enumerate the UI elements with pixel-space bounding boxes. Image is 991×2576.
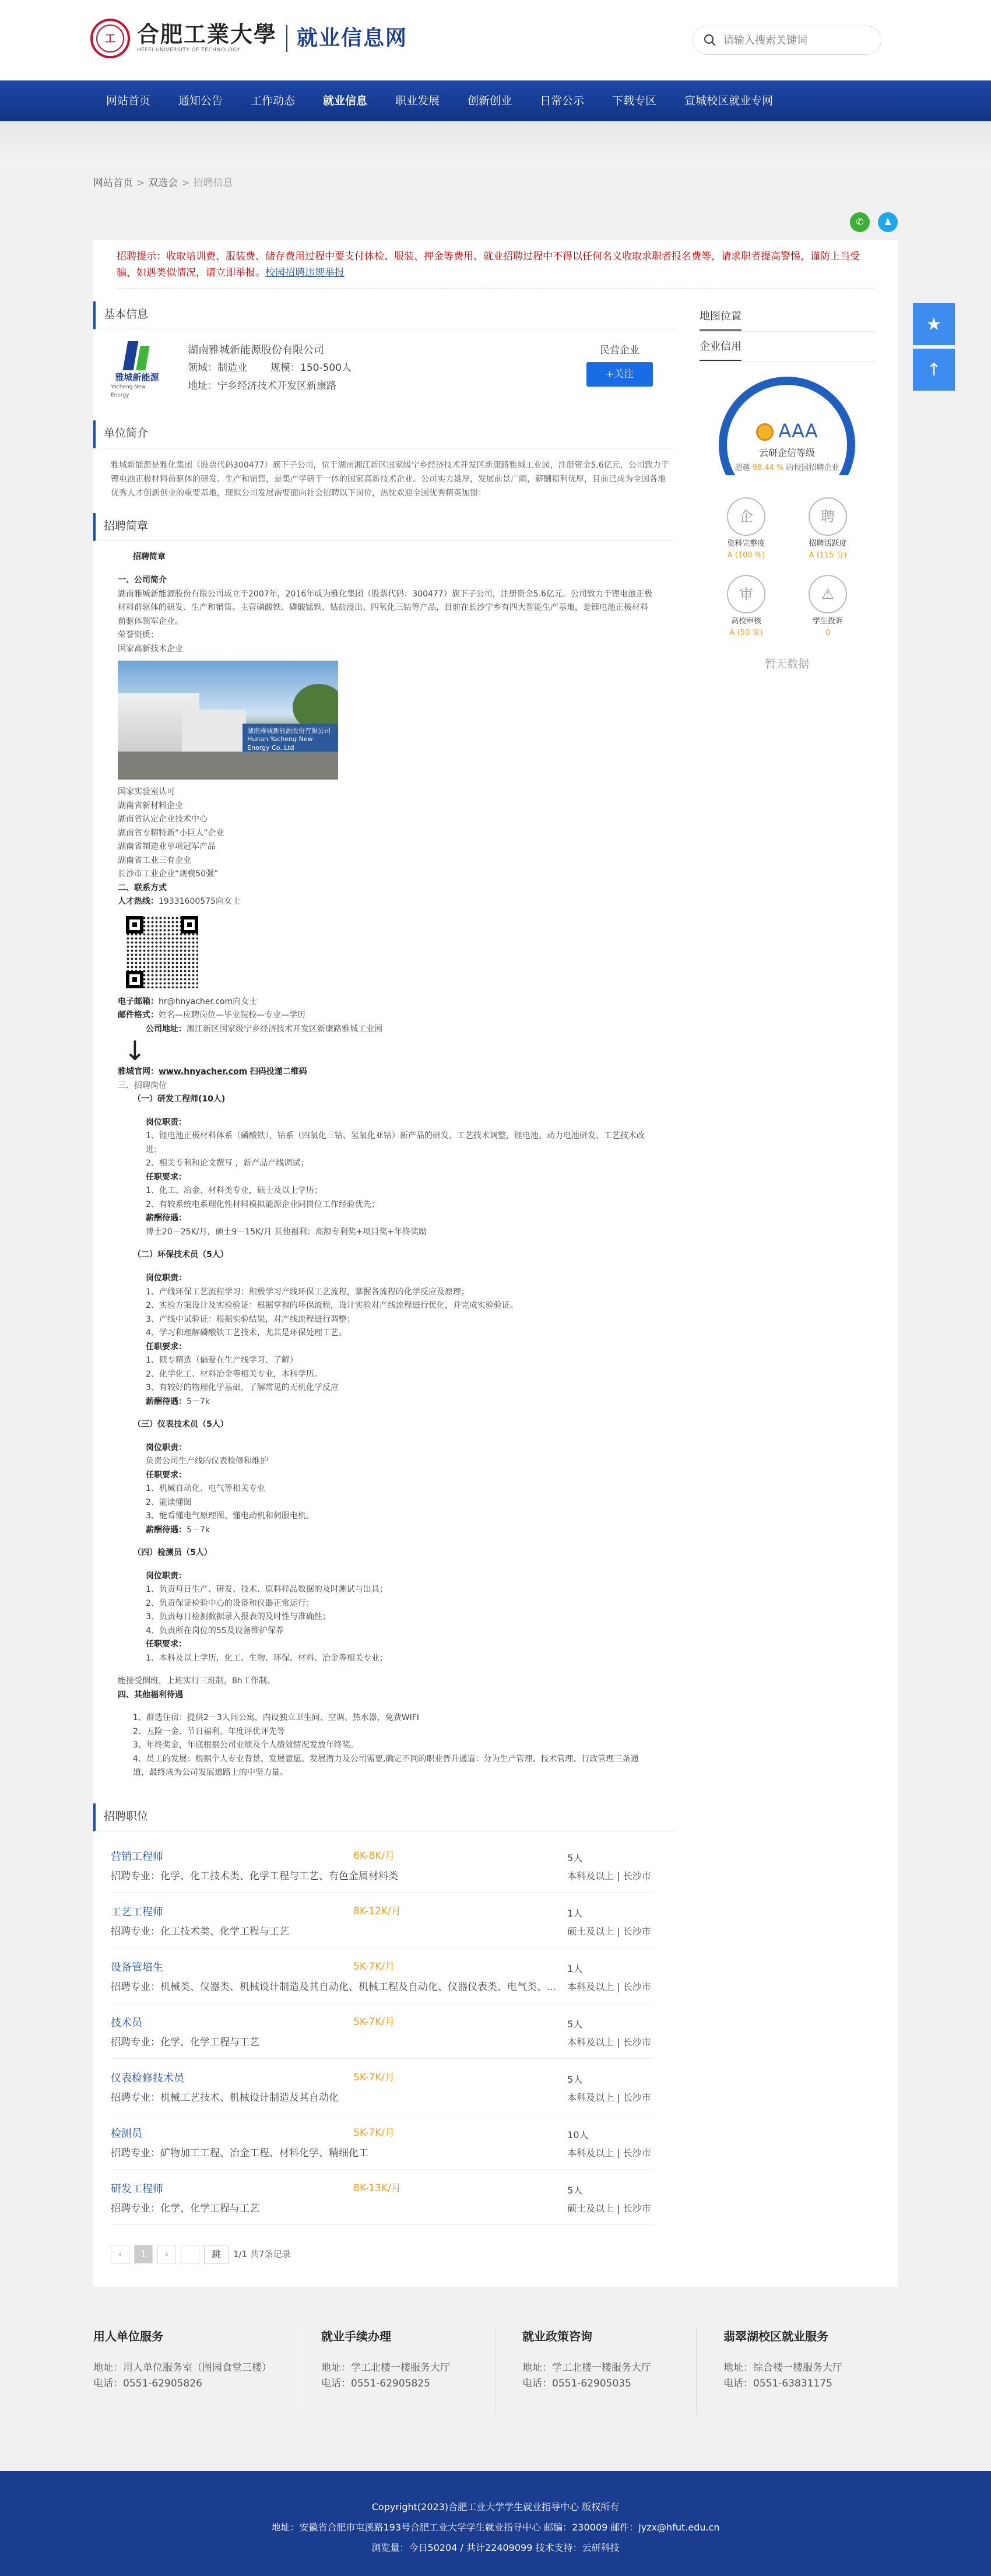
main-container (93, 162, 898, 2287)
job-row[interactable] (111, 1837, 653, 1893)
job-list (93, 1831, 676, 2225)
job-edu-city: 本科及以上 | 长沙市 (567, 2092, 651, 2103)
job-title[interactable]: 研发工程师 (111, 2183, 163, 2195)
service-feicuihu: 翡翠湖校区就业服务 地址：综合楼一楼服务大厅 电话：0551-63831175 (723, 2329, 842, 2390)
metric-activity: 聘 招聘活跃度 A (115 分) (787, 497, 869, 561)
breadcrumb-fair[interactable]: 双选会 (148, 177, 178, 189)
recruit-warning (117, 240, 874, 289)
credit-grade: AAA (778, 420, 818, 443)
job-salary: 8K-13K/月 (353, 2182, 401, 2194)
job-major: 招聘专业：化学、化学工程与工艺 (111, 2203, 259, 2214)
search-box (693, 26, 881, 55)
footer-copyright: Copyright(2023)合肥工业大学学生就业指导中心 版权所有 (371, 2501, 620, 2512)
job-row[interactable] (111, 1893, 653, 1948)
job-title[interactable]: 工艺工程师 (111, 1906, 163, 1918)
service-policy: 就业政策咨询 地址：学工北楼一楼服务大厅 电话：0551-62905035 (495, 2328, 697, 2415)
job-salary: 6K-8K/月 (353, 1850, 395, 1862)
banner-band (0, 121, 991, 162)
job-row[interactable] (111, 1948, 653, 2003)
unit-intro-text: 雅城新能源是雅化集团（股票代码300477）旗下子公司，位于湖南湘江新区国家级宁乡经济技术开发区新康路雅城工业园，注册资金5.6亿元，公司致力于锂电池正极材料前驱体的研发、生产和销售，是集产学研于一体的国家高新技术企业。公司实力雄厚，发展前景广阔，薪酬福利优厚，目前已成为全国各地优秀人才创新创业的重要基地，现拟公司发展需要面向社会招聘以下岗位，热忱欢迎全国优秀精英加盟： (111, 461, 669, 498)
review-icon: 审 (727, 575, 765, 613)
job-edu-city: 本科及以上 | 长沙市 (567, 2147, 651, 2159)
nav-career[interactable]: 职业发展 (395, 94, 440, 107)
credit-beat: 超越 98.44 % 的校园招聘企业 (735, 464, 839, 473)
page-jump-button[interactable]: 跳 (204, 2245, 229, 2263)
company-nature: 民营企业 (600, 345, 639, 357)
school-name-en: HEFEI UNIVERSITY OF TECHNOLOGY (137, 47, 241, 54)
job-count: 5人 (567, 1852, 583, 1863)
job-salary: 5K-7K/月 (353, 2072, 395, 2083)
company-scale: 150-500人 (300, 362, 352, 374)
nav-work-news[interactable]: 工作动态 (251, 94, 296, 107)
job-title[interactable]: 设备管培生 (111, 1961, 163, 1974)
main-column (93, 289, 676, 2263)
breadcrumb-current: 招聘信息 (193, 177, 233, 189)
job-count: 1人 (567, 1908, 583, 1919)
next-page-button[interactable]: › (157, 2245, 176, 2263)
alarm-icon: ⚠ (809, 575, 847, 613)
nav-xuancheng[interactable]: 宣城校区就业专网 (684, 94, 774, 107)
recruit-icon: 聘 (809, 497, 847, 536)
report-link[interactable]: 校园招聘违规举报 (265, 267, 345, 279)
favorite-star-icon[interactable]: ★ (913, 303, 955, 345)
company-photo: 湖南雅城新能源股份有限公司 Hunan Yacheng New Energy Co.,Ltd (118, 661, 338, 780)
job-major: 招聘专业：化学、化工技术类、化学工程与工艺、有色金属材料类 (111, 1870, 398, 1882)
section-unit-intro: 单位简介 (93, 420, 676, 448)
job-count: 1人 (567, 1963, 583, 1974)
site-name: 就业信息网 (297, 26, 408, 50)
breadcrumb: 网站首页 > 双选会 > 招聘信息 (93, 177, 233, 189)
no-data-text: 暂无数据 (764, 658, 809, 671)
metric-complaints: ⚠ 学生投诉 0 (787, 575, 869, 638)
job-row[interactable] (111, 2170, 653, 2225)
prev-page-button[interactable]: ‹ (111, 2245, 129, 2263)
qr-code (124, 914, 201, 991)
pagination-summary: 1/1 共7条记录 (233, 2248, 291, 2259)
section-basic-info: 基本信息 (93, 301, 676, 329)
school-name: 合肥工業大學 (137, 21, 277, 48)
job-major: 招聘专业：机械类、仪器类、机械设计制造及其自动化、机械工程及自动化、仪器仪表类、电气类、... (111, 1981, 557, 1993)
tab-credit[interactable]: 企业信用 (700, 332, 874, 362)
nav-notices[interactable]: 通知公告 (178, 94, 223, 107)
job-title[interactable]: 营销工程师 (111, 1851, 163, 1863)
job-edu-city: 本科及以上 | 长沙市 (567, 1870, 651, 1882)
job-edu-city: 本科及以上 | 长沙市 (567, 2037, 651, 2048)
job-major: 招聘专业：化学、化学工程与工艺 (111, 2037, 259, 2048)
nav-publicity[interactable]: 日常公示 (540, 94, 585, 107)
brochure-article: 招聘简章 一、公司简介 湖南雅城新能源股份有限公司成立于2007年，2016年成为雅化集团（股票代码：300477）旗下子公司，注册资金5.6亿元。公司致力于锂电池正极材料前驱体的研发、生产和销售。主营磷酸铁、磷酸锰铁、钴盐浸出、四氧化三钴等产品，目前在长沙宁乡有四大智能生产基地，是锂电池正极材料前驱体领军企业。 荣誉资质： 国家高新技术企业 湖南雅城新能源股份有限公司 Hunan Yacheng New Energy Co.,Ltd 国家实验室认可 湖南省新材料企业 湖南省认定企业技术中心 湖南省专精特新“小巨人”企业 湖南省制造业单项冠军产品 湖南省工业三有企业 长沙市工业企业“规模50强” 二、联系方式 人才热线：19331600575向女士 电子邮箱：hr@hnyacher.com向女士 邮件格式：姓名—应聘岗位—毕业院校—专业—学历 公司地址：湘江新区国家级宁乡经济技术开发区新康路雅城工业园 ↓ 雅城官网：www.hnyacher.com 扫码投递二维码 三、招聘岗位 （一）研发工程师(10人) 岗位职责： 1、锂电池正极材料体系（磷酸铁），钴系（四氧化三钴、氢氧化亚钴）新产品的研发、工艺技术调整，锂电池、动力电池研发、工艺技术改进； 2、相关专利和论文撰写 ，新产品产线调试； 任职要求： 1、化工、冶金、材料类专业，硕士及以上学历； 2、有较系统电系理化性材料模拟能源企业同岗位工作经验优先； 薪酬待遇： 博士20－25K/月，硕士9－15K/月 其他福利：高额专利奖+项目奖+年终奖励 （二）环保技术员（5人） 岗位职责： 1、产线环保工艺流程学习：积极学习产线环保工艺流程，掌握各流程的化学反应及原理； 2、实验方案设计及实验验证：根据掌握的环保流程，设计实验对产线流程进行优化，并完成实验验证。 3、产线中试验证：根据实验结果，对产线流程进行调整； 4、学习和理解磷酸铁工艺技术，尤其是环保处理工艺。 任职要求： 1、硕专精选（偏爱在生产线学习、了解） 2、化学化工、材料冶金等相关专业，本科学历。 3、有较好的物理化学基础，了解常见的无机化学反应 薪酬待遇：5－7k （三）仪表技术员（5人） 岗位职责： 负责公司生产线的仪表检修和维护 任职要求： 1、机械自动化、电气等相关专业 2、能读懂图 3、能看懂电气原理图、懂电动机和伺服电机。 薪酬待遇：5－7k （四）检测员（5人） 岗位职责： 1、负责每日生产、研发、技术、原料样品数据的及时测试与出具； 2、负责保证检验中心的设备和仪器正常运行； 3、负责每日检测数据录入报表的及时性与准确性； 4、负责所在岗位的5S及设备维护保养 任职要求： 1、本科及以上学历，化工、生物、环保、材料、冶金等相关专业； 能接受倒班，上班实行三班制，8h工作制。 四、其他福利待遇 1、群选住宿：提供2－3人间公寓，内设独立卫生间、空调、热水器，免费WIFI 2、五险一金、节日福利、年度评优评先等 3、年终奖金，年底根据公司业绩及个人绩效情况发放年终奖。 4、员工的发展：根据个人专业背景、发展意愿、发展潜力及公司需要,确定不同的职业晋升通道：分为生产管理、技术管理、行政管理三条通道，最终成为公司发展道路上的中坚力量。 (118, 552, 652, 1778)
company-card: 雅城新能源 Yacheng New Energy 湖南雅城新能源股份有限公司 领域：制造业 规模：150-500人 地址：宁乡经济技术开发区新康路 民营企业 +关注 (93, 329, 676, 408)
school-seal-icon: 工 (90, 19, 130, 58)
pagination (93, 2225, 676, 2263)
job-title[interactable]: 仪表检修技术员 (111, 2072, 184, 2084)
logo-divider (286, 25, 287, 52)
nav-innovation[interactable]: 创新创业 (468, 94, 512, 107)
job-salary: 5K-7K/月 (353, 2016, 395, 2028)
credit-grade-label: 云研企信等级 (758, 447, 815, 459)
back-to-top-icon[interactable]: ↑ (913, 349, 955, 391)
footer-address: 地址：安徽省合肥市屯溪路193号合肥工业大学学生就业指导中心 邮编：230009 邮件：jyzx@hfut.edu.cn (271, 2522, 720, 2533)
service-employer: 用人单位服务 地址：用人单位服务室（图园食堂三楼） 电话：0551-62905826 (93, 2328, 294, 2415)
main-nav (0, 80, 991, 121)
job-title[interactable]: 技术员 (111, 2017, 142, 2029)
footer-stats: 浏览量：今日50204 / 共计22409099 技术支持：云研科技 (371, 2542, 620, 2554)
floating-toolbar (913, 303, 955, 394)
search-icon[interactable] (704, 34, 716, 47)
job-row[interactable] (111, 2114, 653, 2170)
enterprise-icon: 企 (727, 497, 765, 536)
side-column (700, 289, 874, 2263)
top-header (0, 0, 991, 80)
job-row[interactable] (111, 2003, 653, 2059)
section-brochure: 招聘简章 (93, 513, 676, 541)
site-footer (0, 2471, 991, 2576)
job-edu-city: 硕士及以上 | 长沙市 (567, 1926, 651, 1937)
arrow-down-icon: ↓ (124, 1035, 146, 1067)
metric-completeness: 企 资料完整度 A (100 %) (705, 497, 787, 561)
credit-metrics (700, 497, 874, 652)
company-field: 制造业 (217, 362, 247, 374)
qq-share-icon[interactable]: ♟ (878, 212, 898, 232)
job-count: 5人 (567, 2074, 583, 2085)
job-row[interactable] (111, 2059, 653, 2114)
credit-gauge (708, 376, 866, 475)
site-logo[interactable] (90, 19, 407, 58)
service-section (0, 2287, 991, 2471)
job-salary: 5K-7K/月 (353, 1961, 395, 1973)
job-count: 5人 (567, 2019, 583, 2030)
service-procedures: 就业手续办理 地址：学工北楼一楼服务大厅 电话：0551-62905825 (294, 2328, 495, 2415)
nav-downloads[interactable]: 下载专区 (612, 94, 657, 107)
wechat-share-icon[interactable]: ✆ (850, 212, 870, 232)
content-panel (93, 240, 898, 2287)
section-positions: 招聘职位 (93, 1803, 676, 1831)
follow-button[interactable]: +关注 (586, 362, 653, 387)
company-logo: 雅城新能源 Yacheng New Energy (111, 341, 163, 399)
share-buttons (850, 212, 898, 232)
breadcrumb-home[interactable]: 网站首页 (93, 177, 133, 189)
job-count: 10人 (567, 2129, 589, 2140)
metric-review: 审 高校审核 A (50 家) (705, 575, 787, 638)
nav-job-info[interactable]: 就业信息 (323, 94, 368, 107)
job-edu-city: 硕士及以上 | 长沙市 (567, 2203, 651, 2214)
job-title[interactable]: 检测员 (111, 2128, 142, 2140)
company-address: 宁乡经济技术开发区新康路 (217, 380, 336, 392)
job-salary: 8K-12K/月 (353, 1905, 401, 1917)
tab-map-location[interactable]: 地图位置 (700, 301, 874, 332)
nav-home[interactable]: 网站首页 (106, 94, 151, 107)
job-count: 5人 (567, 2185, 583, 2196)
warning-text: 招聘提示：收取培训费、服装费、储存费用过程中要支付体检、服装、押金等费用、就业招聘过程中不得以任何名义收取求职者报名费等，请求职者提高警惕，谨防上当受骗，如遇类似情况，请立即举报。 (117, 251, 860, 279)
job-edu-city: 本科及以上 | 长沙市 (567, 1981, 651, 1992)
page-1-button[interactable]: 1 (134, 2245, 153, 2263)
job-major: 招聘专业：矿物加工工程、冶金工程、材料化学、精细化工 (111, 2147, 368, 2159)
company-name: 湖南雅城新能源股份有限公司 (188, 344, 324, 357)
search-input[interactable] (723, 34, 869, 47)
job-major: 招聘专业：机械工艺技术、机械设计制造及其自动化 (111, 2092, 339, 2104)
medal-icon (756, 423, 774, 441)
company-website-link[interactable]: www.hnyacher.com (159, 1067, 248, 1077)
job-salary: 5K-7K/月 (353, 2127, 395, 2139)
page-jump-input[interactable] (181, 2245, 199, 2263)
job-major: 招聘专业：化工技术类、化学工程与工艺 (111, 1926, 289, 1938)
